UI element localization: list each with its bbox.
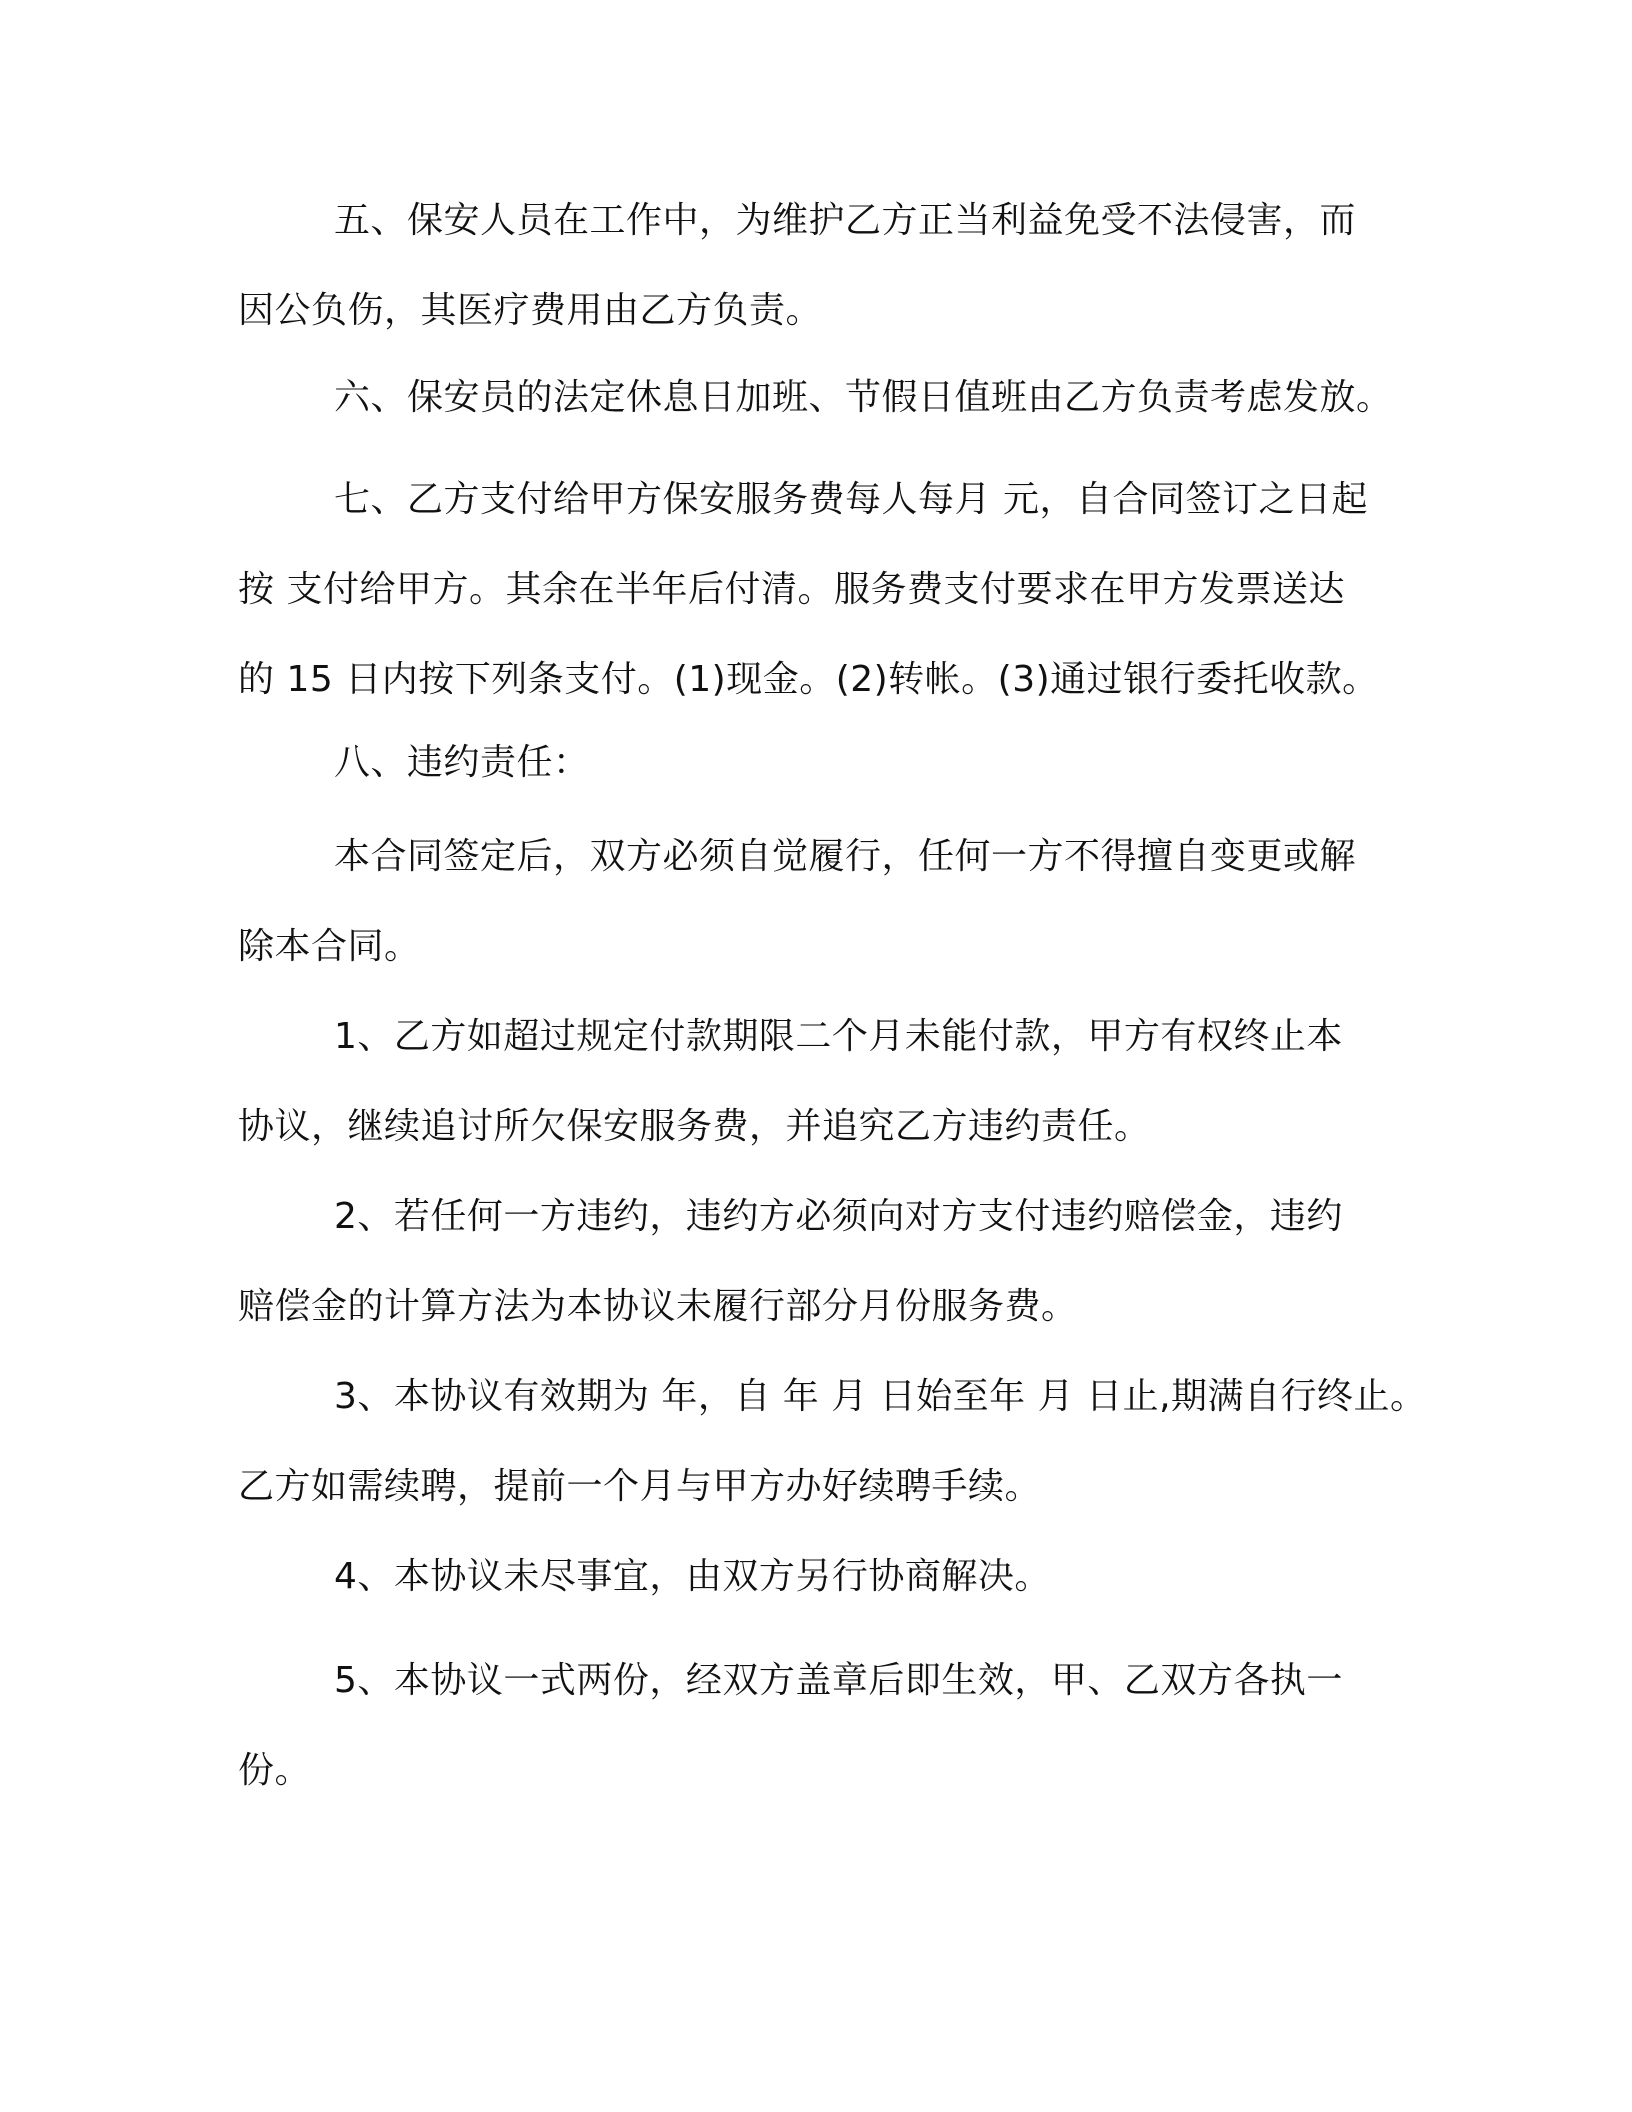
paragraph-line: 协议，继续追讨所欠保安服务费，并追究乙方违约责任。	[238, 1106, 1151, 1147]
paragraph-line: 五、保安人员在工作中，为维护乙方正当利益免受不法侵害，而	[334, 200, 1357, 241]
breach-item-1	[238, 992, 1408, 1172]
breach-item-5	[238, 1636, 1408, 1816]
paragraph-line: 乙方如需续聘，提前一个月与甲方办好续聘手续。	[238, 1466, 1042, 1507]
breach-intro-paragraph	[238, 812, 1408, 992]
paragraph-line: 赔偿金的计算方法为本协议未履行部分月份服务费。	[238, 1286, 1078, 1327]
clause-8-heading	[238, 718, 1408, 808]
breach-item-3	[238, 1352, 1427, 1532]
paragraph-line: 3、本协议有效期为 年，自 年 月 日始至年 月 日止,期满自行终止。	[334, 1376, 1427, 1417]
paragraph-line: 八、违约责任：	[334, 742, 590, 783]
clause-7-paragraph	[238, 455, 1408, 725]
paragraph-line: 2、若任何一方违约，违约方必须向对方支付违约赔偿金，违约	[334, 1196, 1343, 1237]
paragraph-line: 七、乙方支付给甲方保安服务费每人每月 元，自合同签订之日起	[334, 479, 1368, 520]
clause-5-paragraph	[238, 176, 1408, 356]
paragraph-line: 按 支付给甲方。其余在半年后付清。服务费支付要求在甲方发票送达	[238, 569, 1345, 610]
paragraph-line: 六、保安员的法定休息日加班、节假日值班由乙方负责考虑发放。	[334, 377, 1393, 418]
paragraph-line: 4、本协议未尽事宜，由双方另行协商解决。	[334, 1556, 1051, 1597]
paragraph-line: 除本合同。	[238, 926, 421, 967]
paragraph-line: 的 15 日内按下列条支付。(1)现金。(2)转帐。(3)通过银行委托收款。	[238, 659, 1379, 700]
paragraph-line: 本合同签定后，双方必须自觉履行，任何一方不得擅自变更或解	[334, 836, 1357, 877]
paragraph-line: 份。	[238, 1750, 312, 1791]
paragraph-line: 5、本协议一式两份，经双方盖章后即生效，甲、乙双方各执一	[334, 1660, 1343, 1701]
paragraph-line: 1、乙方如超过规定付款期限二个月未能付款，甲方有权终止本	[334, 1016, 1343, 1057]
breach-item-4	[238, 1532, 1408, 1622]
paragraph-line: 因公负伤，其医疗费用由乙方负责。	[238, 290, 823, 331]
breach-item-2	[238, 1172, 1408, 1352]
clause-6-paragraph	[238, 353, 1408, 443]
